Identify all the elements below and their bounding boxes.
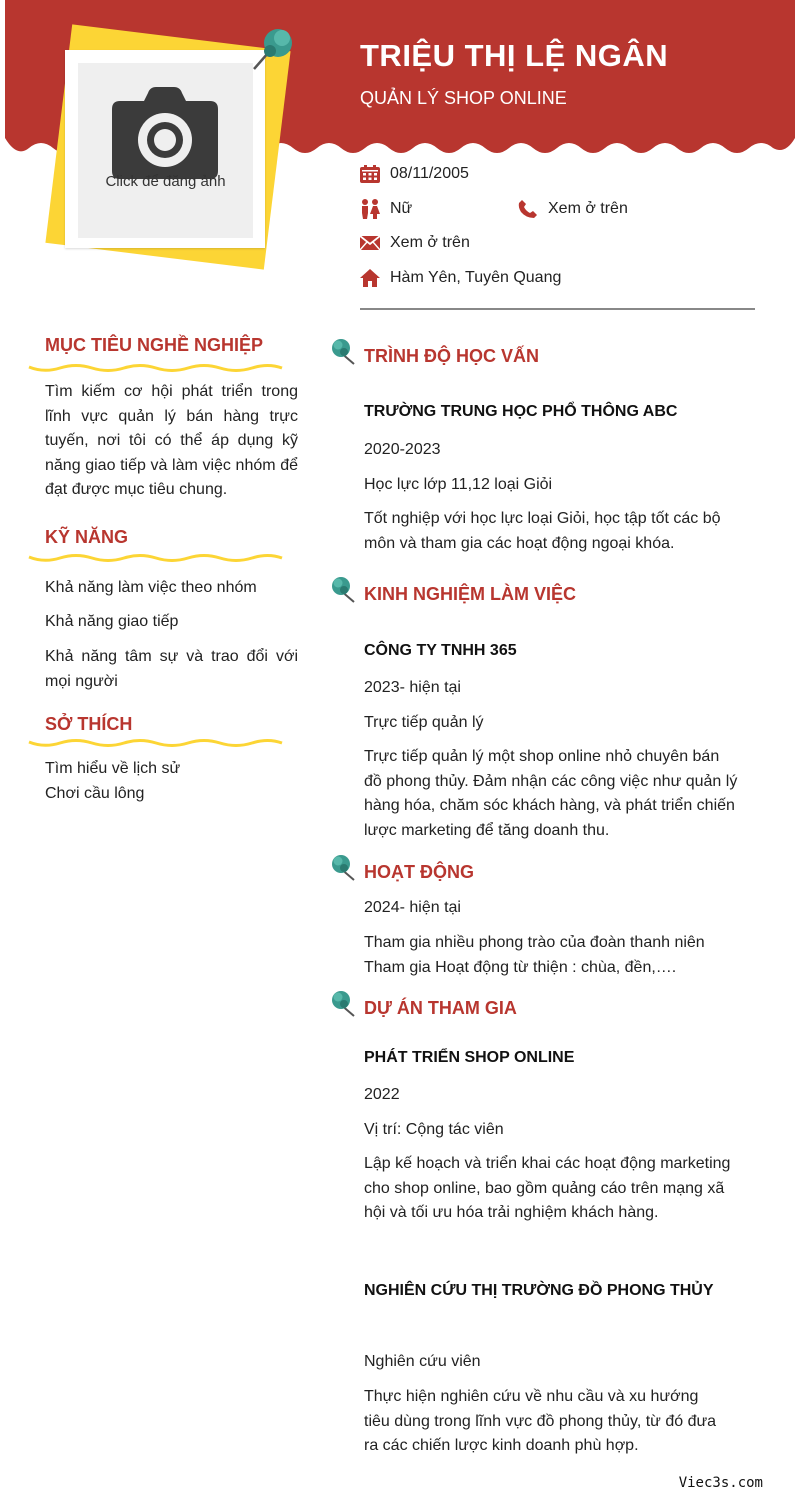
birthday-row <box>360 165 469 183</box>
hobbies-title: SỞ THÍCH <box>45 714 133 734</box>
address-value: Hàm Yên, Tuyên Quang <box>390 269 562 286</box>
birthday-value: 08/11/2005 <box>390 165 469 182</box>
project-name: NGHIÊN CỨU THỊ TRƯỜNG ĐỒ PHONG THỦY <box>364 1282 714 1299</box>
hobby-item: Chơi cầu lông <box>45 785 145 802</box>
experience-period: 2023- hiện tại <box>364 679 461 696</box>
candidate-position: QUẢN LÝ SHOP ONLINE <box>360 88 567 108</box>
home-icon <box>360 269 380 287</box>
gender-icon <box>360 199 380 219</box>
hobbies-underline <box>28 738 283 750</box>
activities-period: 2024- hiện tại <box>364 899 461 916</box>
phone-icon <box>518 199 538 219</box>
projects-title: DỰ ÁN THAM GIA <box>364 998 517 1018</box>
objective-underline <box>28 363 283 375</box>
experience-company: CÔNG TY TNHH 365 <box>364 642 517 659</box>
pushpin-icon <box>248 23 298 73</box>
envelope-icon <box>360 235 380 251</box>
education-description: Tốt nghiệp với học lực loại Giỏi, học tập tốt các bộ môn và tham gia các hoạt động ngoại khóa. <box>364 510 721 552</box>
activities-title: HOẠT ĐỘNG <box>364 862 474 882</box>
pushpin-icon <box>330 337 356 365</box>
project-description: Lập kế hoạch và triển khai các hoạt động marketing cho shop online, bao gồm quảng cáo trên mạng xã hội và tối ưu hóa trải nghiệm khách hàng. <box>364 1155 731 1221</box>
education-period: 2020-2023 <box>364 441 441 458</box>
candidate-name: TRIỆU THỊ LỆ NGÂN <box>360 38 669 73</box>
pushpin-icon <box>330 853 356 881</box>
photo-frame <box>65 50 265 248</box>
pushpin-icon <box>330 575 356 603</box>
email-value: Xem ở trên <box>390 234 470 251</box>
gender-value: Nữ <box>390 200 413 217</box>
activities-line: Tham gia Hoạt động từ thiện : chùa, đền,…. <box>364 959 677 976</box>
address-row <box>360 269 561 287</box>
upload-photo-button[interactable] <box>78 63 253 238</box>
hobby-item: Tìm hiểu về lịch sử <box>45 760 181 777</box>
education-title: TRÌNH ĐỘ HỌC VẤN <box>364 346 539 366</box>
pushpin-icon <box>330 989 356 1017</box>
experience-description: Trực tiếp quản lý một shop online nhỏ chuyên bán đồ phong thủy. Đảm nhận các công việc như quản lý hàng hóa, chăm sóc khách hàng, và phát triển chiến lược marketing để tăng doanh thu. <box>364 748 738 839</box>
gender-row <box>360 199 412 219</box>
phone-row <box>518 199 628 219</box>
camera-icon <box>112 87 218 179</box>
experience-role: Trực tiếp quản lý <box>364 714 484 731</box>
activities-line: Tham gia nhiều phong trào của đoàn thanh niên <box>364 934 705 951</box>
education-school: TRƯỜNG TRUNG HỌC PHỔ THÔNG ABC <box>364 403 678 420</box>
skill-item: Khả năng làm việc theo nhóm <box>45 579 257 596</box>
experience-title: KINH NGHIỆM LÀM VIỆC <box>364 584 577 604</box>
skill-item: Khả năng tâm sự và trao đổi với mọi người <box>45 648 298 690</box>
education-grade: Học lực lớp 11,12 loại Giỏi <box>364 476 553 493</box>
email-row <box>360 234 470 252</box>
contact-divider <box>360 308 755 310</box>
skills-underline <box>28 553 283 565</box>
objective-title: MỤC TIÊU NGHỀ NGHIỆP <box>45 335 264 355</box>
photo-block <box>40 25 300 285</box>
project-description: Thực hiện nghiên cứu về nhu cầu và xu hướng tiêu dùng trong lĩnh vực đồ phong thủy, từ đó đưa ra các chiến lược kinh doanh phù hợp. <box>364 1388 717 1454</box>
skill-item: Khả năng giao tiếp <box>45 613 179 630</box>
project-year: 2022 <box>364 1086 400 1103</box>
photo-caption: Click để đăng ảnh <box>105 173 226 190</box>
project-role: Nghiên cứu viên <box>364 1353 481 1370</box>
project-role: Vị trí: Cộng tác viên <box>364 1121 504 1138</box>
calendar-icon <box>360 165 380 183</box>
skills-title: KỸ NĂNG <box>45 527 129 547</box>
footer-brand: Viec3s.com <box>678 1475 763 1491</box>
project-name: PHÁT TRIỂN SHOP ONLINE <box>364 1049 575 1066</box>
objective-text: Tìm kiếm cơ hội phát triển trong lĩnh vực quản lý bán hàng trực tuyến, nơi tôi có thể áp dụng kỹ năng giao tiếp và làm việc nhóm để đạt được mục tiêu chung. <box>45 383 298 498</box>
phone-value: Xem ở trên <box>548 200 628 217</box>
